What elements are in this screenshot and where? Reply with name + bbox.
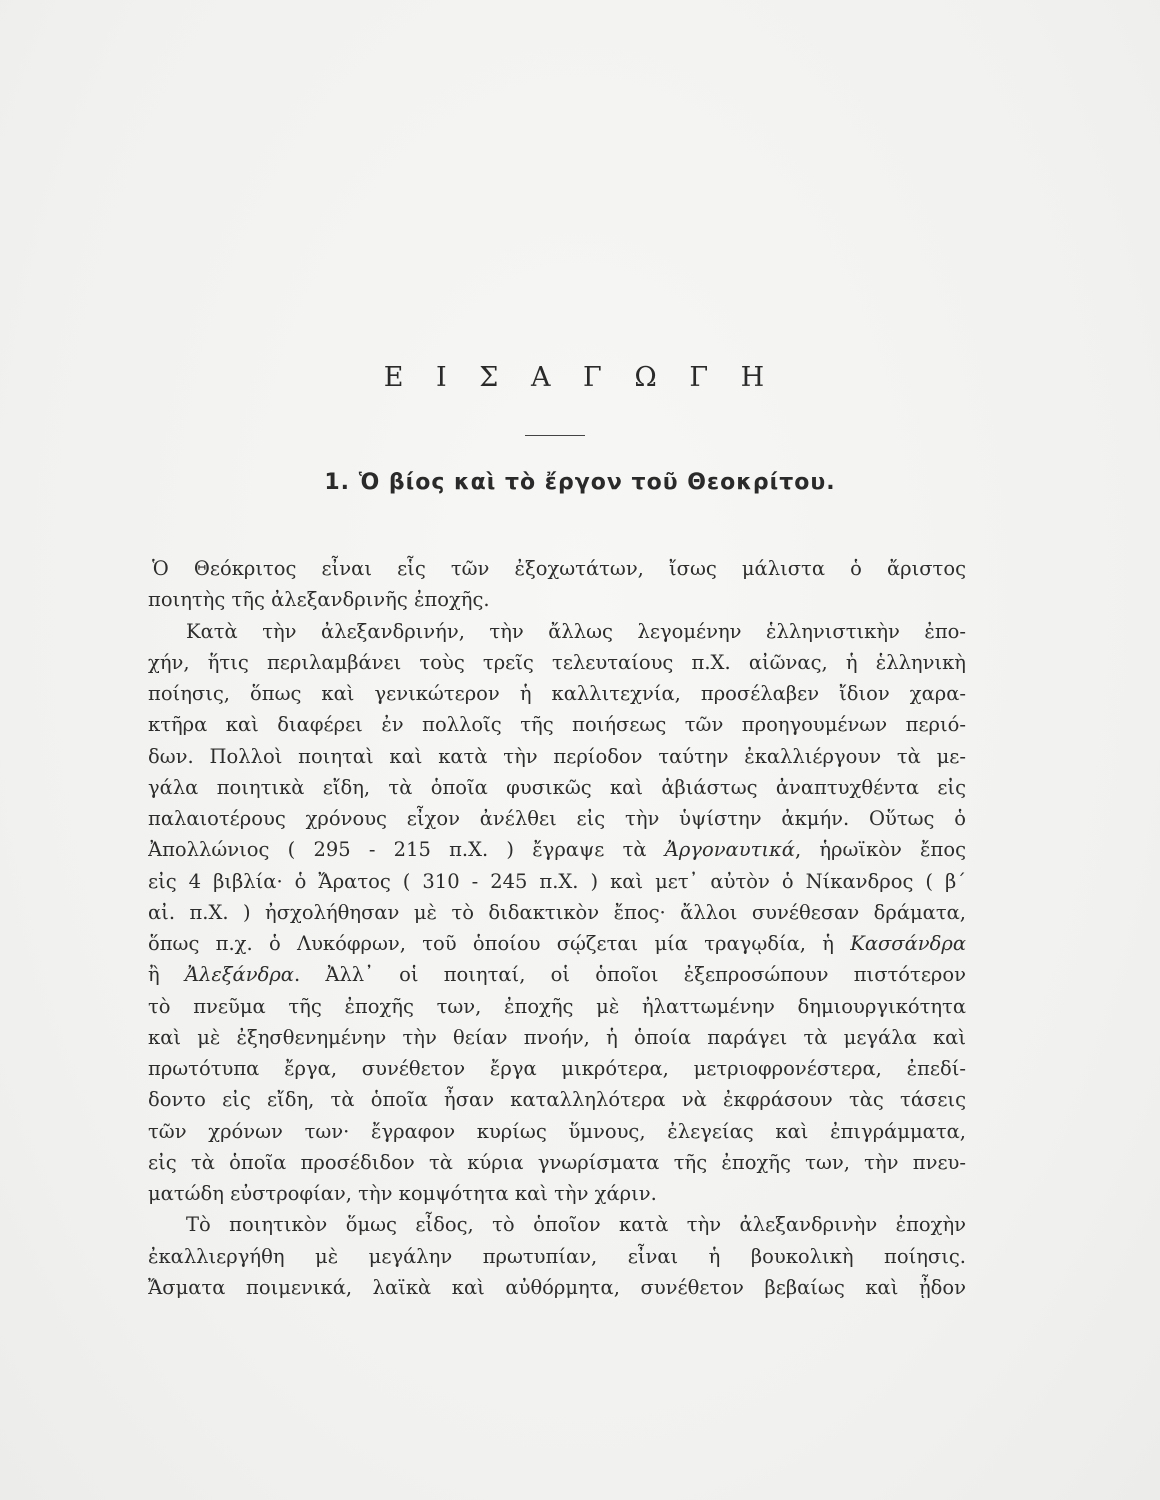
text-line: κτῆρα καὶ διαφέρει ἐν πολλοῖς τῆς ποιήσεως τῶν προηγουμένων περιό- <box>148 713 966 737</box>
section-heading: 1. Ὁ βίος καὶ τὸ ἔργον τοῦ Θεοκρίτου. <box>324 470 836 495</box>
text-line <box>148 959 966 990</box>
text-segment: ὅπως π.χ. ὁ Λυκόφρων, τοῦ ὁποίου σῴζεται μία τραγῳδία, ἡ <box>148 932 834 955</box>
title-divider <box>525 435 585 436</box>
text-line: εἰς 4 βιβλία· ὁ Ἄρατος ( 310 - 245 π.Χ. ) καὶ μετ᾽ αὐτὸν ὁ Νίκανδρος ( β´ <box>148 869 966 893</box>
text-segment: , ἡρωϊκὸν ἔπος <box>794 838 966 862</box>
text-line: ποίησις, ὅπως καὶ γενικώτερον ἡ καλλιτεχνία, προσέλαβεν ἴδιον χαρα- <box>148 682 966 705</box>
text-segment: Ἀπολλώνιος ( 295 - 215 π.Χ. ) ἔγραψε τὰ <box>148 838 647 862</box>
work-title-italic: Ἀργοναυτικά <box>664 838 795 862</box>
text-line: παλαιοτέρους χρόνους εἶχον ἀνέλθει εἰς τὴν ὑψίστην ἀκμήν. Οὕτως ὁ <box>148 807 966 830</box>
text-line: δοντο εἰς εἴδη, τὰ ὁποῖα ἦσαν καταλληλότερα νὰ ἐκφράσουν τὰς τάσεις <box>148 1088 966 1112</box>
text-line: Τὸ ποιητικὸν ὅμως εἶδος, τὸ ὁποῖον κατὰ τὴν ἀλεξανδρινὴν ἐποχὴν <box>186 1213 966 1237</box>
text-line: Κατὰ τὴν ἀλεξανδρινήν, τὴν ἄλλως λεγομένην ἑλληνιστικὴν ἐπο- <box>186 619 966 643</box>
text-line: πρωτότυπα ἔργα, συνέθετον ἔργα μικρότερα, μετριοφρονέστερα, ἐπεδί- <box>148 1057 966 1080</box>
work-title-italic: Ἀλεξάνδρα <box>184 963 294 987</box>
text-line: εἰς τὰ ὁποῖα προσέδιδον τὰ κύρια γνωρίσματα τῆς ἐποχῆς των, τὴν πνευ- <box>148 1150 966 1174</box>
text-line: ἐκαλλιεργήθη μὲ μεγάλην πρωτυπίαν, εἶναι ἡ βουκολικὴ ποίησις. <box>148 1244 966 1268</box>
chapter-title: Ε Ι Σ Α Γ Ω Γ Η <box>383 362 777 393</box>
text-line: χήν, ἥτις περιλαμβάνει τοὺς τρεῖς τελευταίους π.Χ. αἰῶνας, ἡ ἑλληνικὴ <box>148 650 966 674</box>
text-line: ποιητὴς τῆς ἀλεξανδρινῆς ἐποχῆς. <box>148 588 490 612</box>
text-line: γάλα ποιητικὰ εἴδη, τὰ ὁποῖα φυσικῶς καὶ ἀβιάστως ἀναπτυχθέντα εἰς <box>148 775 966 799</box>
text-line: τῶν χρόνων των· ἔγραφον κυρίως ὕμνους, ἐλεγείας καὶ ἐπιγράμματα, <box>148 1119 966 1143</box>
text-line: καὶ μὲ ἐξησθενημένην τὴν θείαν πνοήν, ἡ ὁποία παράγει τὰ μεγάλα καὶ <box>148 1025 966 1049</box>
body-text <box>148 553 966 1303</box>
text-line: ματώδη εὐστροφίαν, τὴν κομψότητα καὶ τὴν χάριν. <box>148 1182 657 1205</box>
text-line <box>148 928 966 959</box>
text-line: αἰ. π.Χ. ) ἠσχολήθησαν μὲ τὸ διδακτικὸν ἔπος· ἄλλοι συνέθεσαν δράματα, <box>148 900 966 924</box>
text-line: δων. Πολλοὶ ποιηταὶ καὶ κατὰ τὴν περίοδον ταύτην ἐκαλλιέργουν τὰ με- <box>148 744 966 768</box>
text-line: Ὁ Θεόκριτος εἶναι εἷς τῶν ἐξοχωτάτων, ἴσως μάλιστα ὁ ἄριστος <box>152 557 966 580</box>
text-segment: . Ἀλλ᾽ οἱ ποιηταί, οἱ ὁποῖοι ἐξεπροσώπουν πιστότερον <box>293 963 966 987</box>
text-line: Ἄσματα ποιμενικά, λαϊκὰ καὶ αὐθόρμητα, συνέθετον βεβαίως καὶ ᾖδον <box>148 1275 966 1299</box>
text-line <box>148 834 966 865</box>
work-title-italic: Κασσάνδρα <box>850 932 966 955</box>
text-line: τὸ πνεῦμα τῆς ἐποχῆς των, ἐποχῆς μὲ ἠλαττωμένην δημιουργικότητα <box>148 994 966 1018</box>
text-segment: ἢ <box>148 963 160 987</box>
